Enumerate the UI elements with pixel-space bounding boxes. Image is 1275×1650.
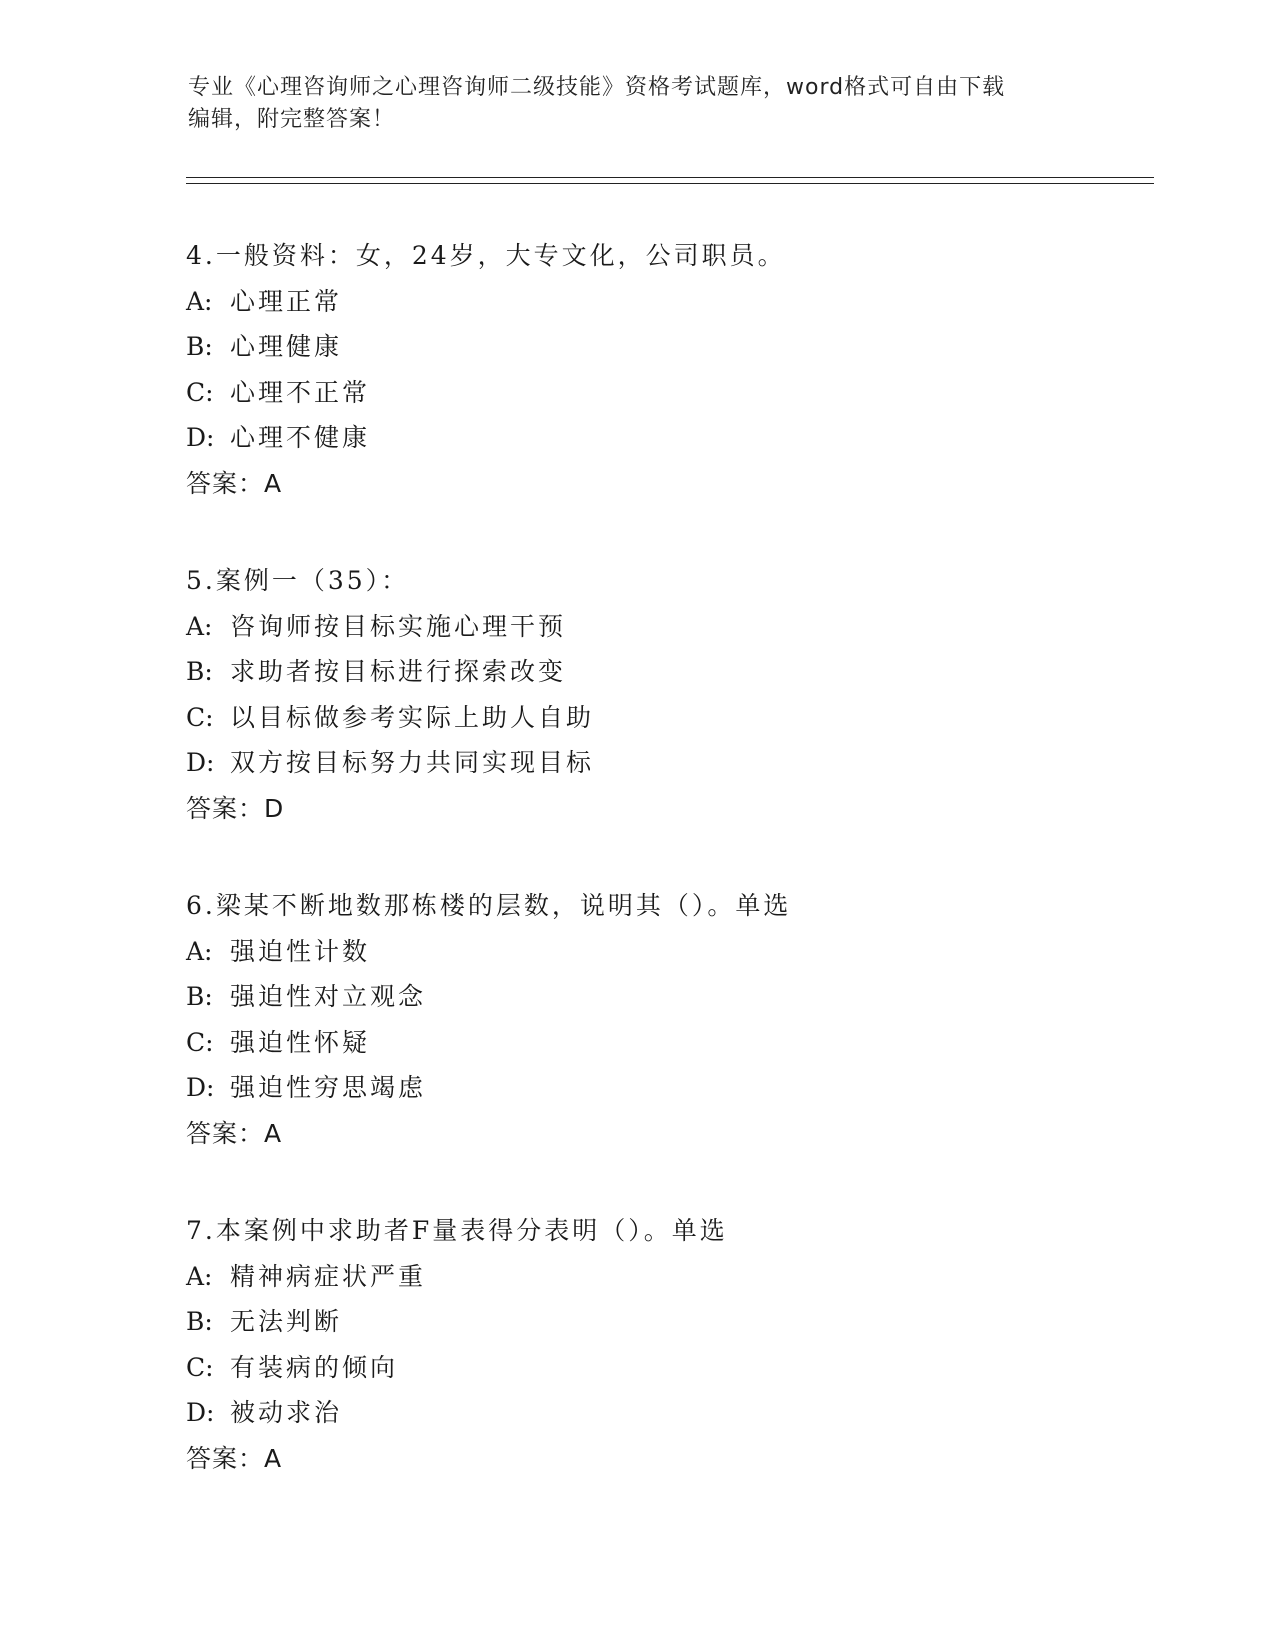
option-b [186, 1299, 1154, 1345]
option-c [186, 695, 1154, 741]
option-text: 强迫性怀疑 [230, 1027, 371, 1057]
question-stem: 5.案例一（35）： [186, 566, 410, 595]
option-letter: C: [186, 1027, 214, 1057]
answer-line: 答案：A [186, 468, 283, 498]
option-text: 咨询师按目标实施心理干预 [230, 611, 567, 641]
option-b [186, 974, 1154, 1020]
option-c [186, 370, 1154, 416]
option-letter: C: [186, 1352, 214, 1382]
option-text: 心理健康 [230, 332, 343, 361]
option-b [186, 324, 1154, 370]
option-text: 强迫性计数 [230, 936, 371, 966]
option-text: 有装病的倾向 [230, 1352, 399, 1382]
option-text: 强迫性穷思竭虑 [230, 1073, 427, 1102]
option-text: 双方按目标努力共同实现目标 [230, 748, 595, 777]
option-text: 精神病症状严重 [230, 1261, 427, 1291]
option-letter: D: [186, 1073, 215, 1102]
option-text: 求助者按目标进行探索改变 [230, 657, 567, 686]
question-stem: 7.本案例中求助者F量表得分表明（）。单选 [186, 1216, 728, 1245]
question-list [186, 233, 1154, 1533]
option-d [186, 1390, 1154, 1436]
question-5 [186, 558, 1154, 831]
option-letter: D: [186, 1398, 215, 1427]
question-stem: 6.梁某不断地数那栋楼的层数，说明其（）。单选 [186, 891, 792, 920]
option-letter: C: [186, 702, 214, 732]
answer-line: 答案：D [186, 793, 285, 823]
option-text: 心理正常 [230, 286, 343, 316]
option-b [186, 649, 1154, 695]
answer-line: 答案：A [186, 1118, 283, 1148]
option-letter: D: [186, 423, 215, 452]
question-stem: 4.一般资料：女，24岁，大专文化，公司职员。 [186, 241, 786, 270]
option-letter: B: [186, 1307, 213, 1336]
option-text: 强迫性对立观念 [230, 982, 427, 1011]
option-a [186, 279, 1154, 325]
option-letter: A: [186, 1261, 213, 1291]
document-header [188, 72, 1088, 136]
option-letter: B: [186, 332, 213, 361]
option-text: 被动求治 [230, 1398, 343, 1427]
option-text: 以目标做参考实际上助人自助 [230, 702, 595, 732]
answer-line: 答案：A [186, 1443, 283, 1473]
question-6 [186, 883, 1154, 1156]
option-letter: B: [186, 657, 213, 686]
option-letter: A: [186, 936, 213, 966]
option-d [186, 1065, 1154, 1111]
option-letter: C: [186, 377, 214, 407]
option-a [186, 1254, 1154, 1300]
question-7 [186, 1208, 1154, 1481]
option-a [186, 604, 1154, 650]
option-letter: B: [186, 982, 213, 1011]
option-letter: A: [186, 286, 213, 316]
header-double-rule [186, 177, 1154, 184]
header-line-1: 专业《心理咨询师之心理咨询师二级技能》资格考试题库，word格式可自由下载 [188, 75, 1006, 100]
option-text: 心理不正常 [230, 377, 371, 407]
header-line-2: 编辑，附完整答案！ [188, 107, 396, 132]
option-letter: A: [186, 611, 213, 641]
question-4 [186, 233, 1154, 506]
option-letter: D: [186, 748, 215, 777]
option-d [186, 740, 1154, 786]
option-text: 无法判断 [230, 1307, 343, 1336]
option-c [186, 1345, 1154, 1391]
option-d [186, 415, 1154, 461]
option-a [186, 929, 1154, 975]
option-c [186, 1020, 1154, 1066]
option-text: 心理不健康 [230, 423, 371, 452]
